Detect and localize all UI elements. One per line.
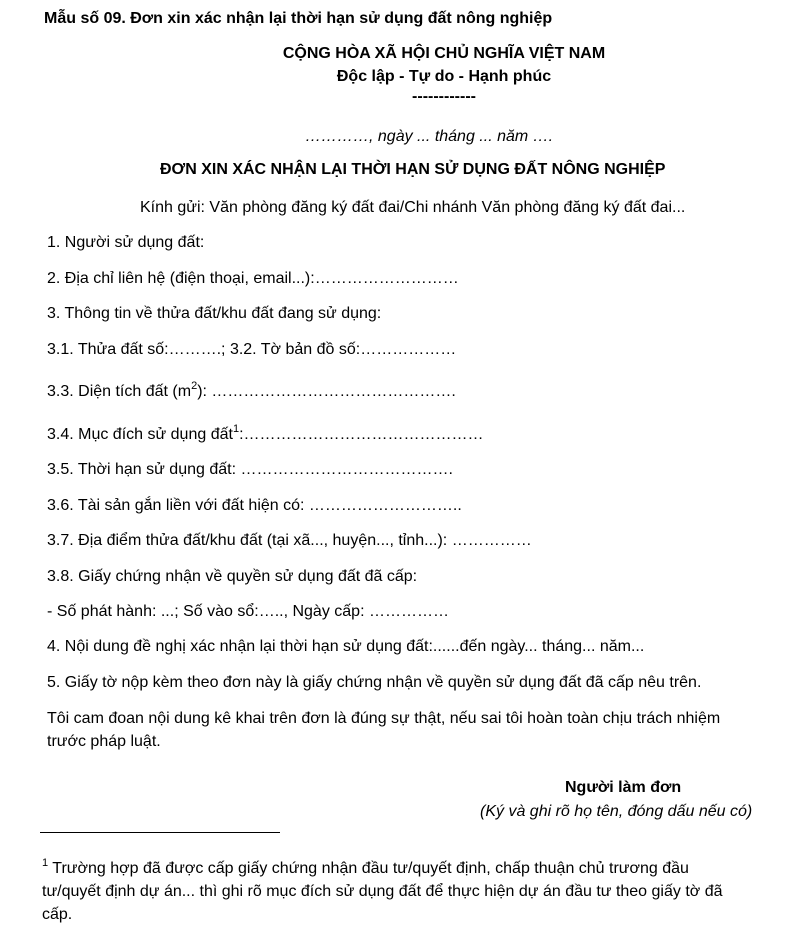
footnote-line-2: tư/quyết định dự án... thì ghi rõ mục đích sử dụng đất để thực hiện dự án đầu tư theo giấy tờ đã: [42, 883, 723, 900]
footnote-divider: [40, 832, 280, 833]
item-3-4-prefix: 3.4. Mục đích sử dụng đất: [47, 426, 233, 443]
item-3-4-suffix: :………………………………………: [239, 426, 484, 443]
item-3-7: 3.7. Địa điểm thửa đất/khu đất (tại xã..., huyện..., tỉnh...): ……………: [47, 532, 532, 549]
date-line: …………, ngày ... tháng ... năm ….: [305, 128, 554, 145]
item-3-3-sup: 2: [191, 380, 198, 392]
item-3-1: 3.1. Thửa đất số:……….; 3.2. Tờ bản đồ số:………………: [47, 341, 457, 358]
footnote-ref: 1: [232, 423, 240, 435]
item-3: 3. Thông tin về thửa đất/khu đất đang sử dụng:: [47, 305, 382, 322]
item-2: 2. Địa chỉ liên hệ (điện thoại, email...):………………………: [47, 270, 459, 287]
form-number: Mẫu số 09. Đơn xin xác nhận lại thời hạn sử dụng đất nông nghiệp: [44, 10, 553, 27]
footnote-line-3: cấp.: [42, 906, 73, 923]
item-3-8: 3.8. Giấy chứng nhận về quyền sử dụng đất đã cấp:: [47, 568, 418, 585]
commitment-line-2: trước pháp luật.: [47, 733, 161, 750]
item-3-3: [47, 380, 456, 401]
item-3-6: 3.6. Tài sản gắn liền với đất hiện có: ………………………..: [47, 497, 462, 514]
signature-note: (Ký và ghi rõ họ tên, đóng dấu nếu có): [480, 803, 753, 820]
item-3-5: 3.5. Thời hạn sử dụng đất: ………………………………….: [47, 461, 453, 478]
footnote-text-1: Trường hợp đã được cấp giấy chứng nhận đầu tư/quyết định, chấp thuận chủ trương đầu: [52, 860, 689, 877]
country-header: CỘNG HÒA XÃ HỘI CHỦ NGHĨA VIỆT NAM: [282, 45, 606, 62]
item-4: 4. Nội dung đề nghị xác nhận lại thời hạn sử dụng đất:......đến ngày... tháng... năm...: [47, 638, 645, 655]
document-title: ĐƠN XIN XÁC NHẬN LẠI THỜI HẠN SỬ DỤNG ĐẤT NÔNG NGHIỆP: [160, 161, 666, 178]
item-3-8-detail: - Số phát hành: ...; Số vào sổ:….., Ngày cấp: ……………: [47, 603, 449, 620]
item-5: 5. Giấy tờ nộp kèm theo đơn này là giấy chứng nhận về quyền sử dụng đất đã cấp nêu trên.: [47, 674, 702, 691]
item-1: 1. Người sử dụng đất:: [47, 234, 205, 251]
item-3-3-prefix: 3.3. Diện tích đất (m: [47, 383, 192, 400]
recipient: Kính gửi: Văn phòng đăng ký đất đai/Chi nhánh Văn phòng đăng ký đất đai...: [140, 199, 686, 216]
item-3-4: [47, 423, 484, 444]
header-separator: ------------: [412, 88, 476, 105]
item-3-3-suffix: ): ……………………………………….: [197, 383, 456, 400]
footnote-marker: 1: [42, 857, 49, 869]
commitment-line-1: Tôi cam đoan nội dung kê khai trên đơn là đúng sự thật, nếu sai tôi hoàn toàn chịu trách nhiệm: [47, 710, 721, 727]
footnote-line-1: [42, 857, 689, 878]
motto: Độc lập - Tự do - Hạnh phúc: [336, 68, 552, 85]
signature-label: Người làm đơn: [565, 779, 682, 796]
